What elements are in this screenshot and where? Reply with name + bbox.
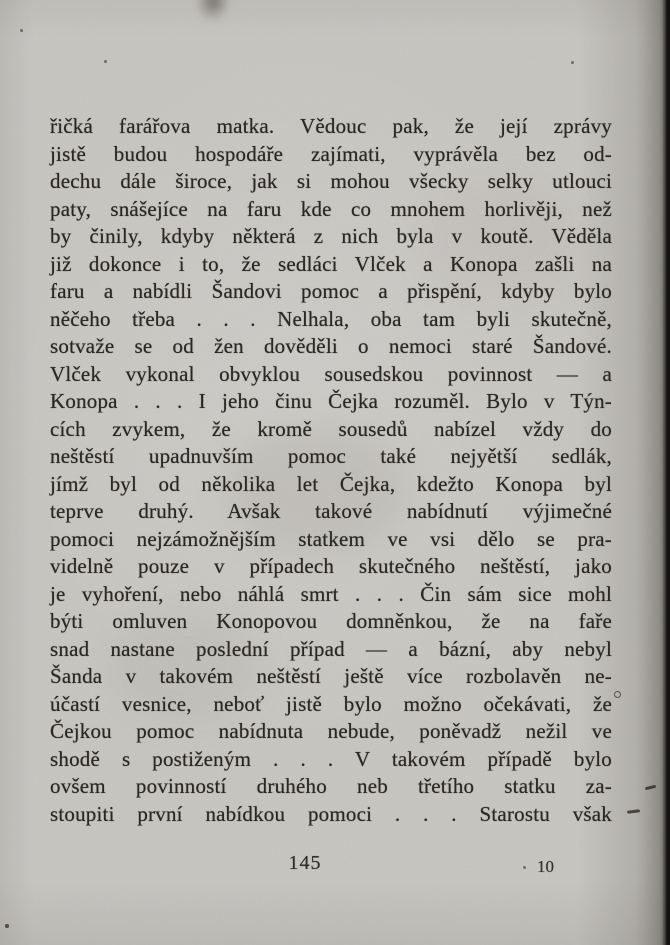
text-line: sotvaže se od žen dověděli o nemoci staré Šandové. [50, 334, 612, 358]
text-line: účastí vesnice, neboť jistě bylo možno očekávati, že [50, 691, 612, 716]
text-line: řičká farářova matka. Vědouc pak, že její zprávy [50, 114, 612, 138]
text-line: cích zvykem, že kromě sousedů nabízel vždy do [50, 416, 612, 441]
text-line: je vyhoření, nebo náhlá smrt . . . Čin sám sice mohl [50, 581, 612, 606]
paper-speck [523, 866, 526, 869]
text-line: shodě s postiženým . . . V takovém případě bylo [50, 746, 612, 771]
text-line: by činily, kdyby některá z nich byla v koutě. Věděla [50, 224, 612, 248]
text-line: Vlček vykonal obvyklou sousedskou povinnost — a [50, 361, 612, 386]
text-line: pomoci nejzámožnějším statkem ve vsi dělo se pra- [50, 526, 612, 551]
paper-speck [20, 29, 23, 32]
text-line: něčeho třeba . . . Nelhala, oba tam byli skutečně, [50, 306, 612, 331]
text-line: již dokonce i to, že sedláci Vlček a Konopa zašli na [50, 251, 612, 276]
text-line: Čejkou pomoc nabídnuta nebude, poněvadž nežil ve [50, 719, 612, 743]
text-line: teprve druhý. Avšak takové nabídnutí výjimečné [50, 499, 612, 523]
text-line: snad nastane poslední případ — a bázní, aby nebyl [50, 636, 612, 661]
text-line: videlně pouze v případech skutečného neštěstí, jako [50, 554, 612, 578]
paper-speck [104, 60, 107, 63]
scan-page-edge [660, 0, 670, 945]
page-number: 145 [288, 852, 322, 874]
text-line: faru a nabídli Šandovi pomoc a přispění, kdyby bylo [50, 279, 612, 303]
text-line: dechu dále široce, jak si mohou všecky selky utlouci [50, 169, 612, 193]
text-line: paty, snášejíce na faru kde co mnohem horlivěji, než [50, 196, 612, 221]
text-line: býti omluven Konopovou domněnkou, že na faře [50, 609, 612, 633]
paper-speck [614, 691, 621, 698]
text-line: jistě budou hospodáře zajímati, vyprávěla bez od- [50, 141, 612, 166]
sheet-signature-number: 10 [537, 857, 554, 876]
text-line: neštěstí upadnuvším pomoc také nejyětší sedlák, [50, 444, 612, 468]
text-line: stoupiti první nabídkou pomoci . . . Starostu však [50, 801, 612, 826]
text-line: Konopa . . . I jeho činu Čejka rozuměl. Bylo v Týn- [50, 389, 612, 413]
text-line: jímž byl od několika let Čejka, kdežto Konopa byl [50, 471, 612, 496]
paper-speck [571, 61, 574, 64]
scan-edge-shadow [635, 0, 661, 945]
scan-smudge [196, 0, 230, 22]
body-text [50, 113, 612, 828]
paper-speck [5, 924, 9, 928]
text-line: Šanda v takovém neštěstí ještě více rozbolavěn ne- [50, 664, 612, 688]
text-line: ovšem povinností druhého neb třetího statku za- [50, 774, 612, 798]
